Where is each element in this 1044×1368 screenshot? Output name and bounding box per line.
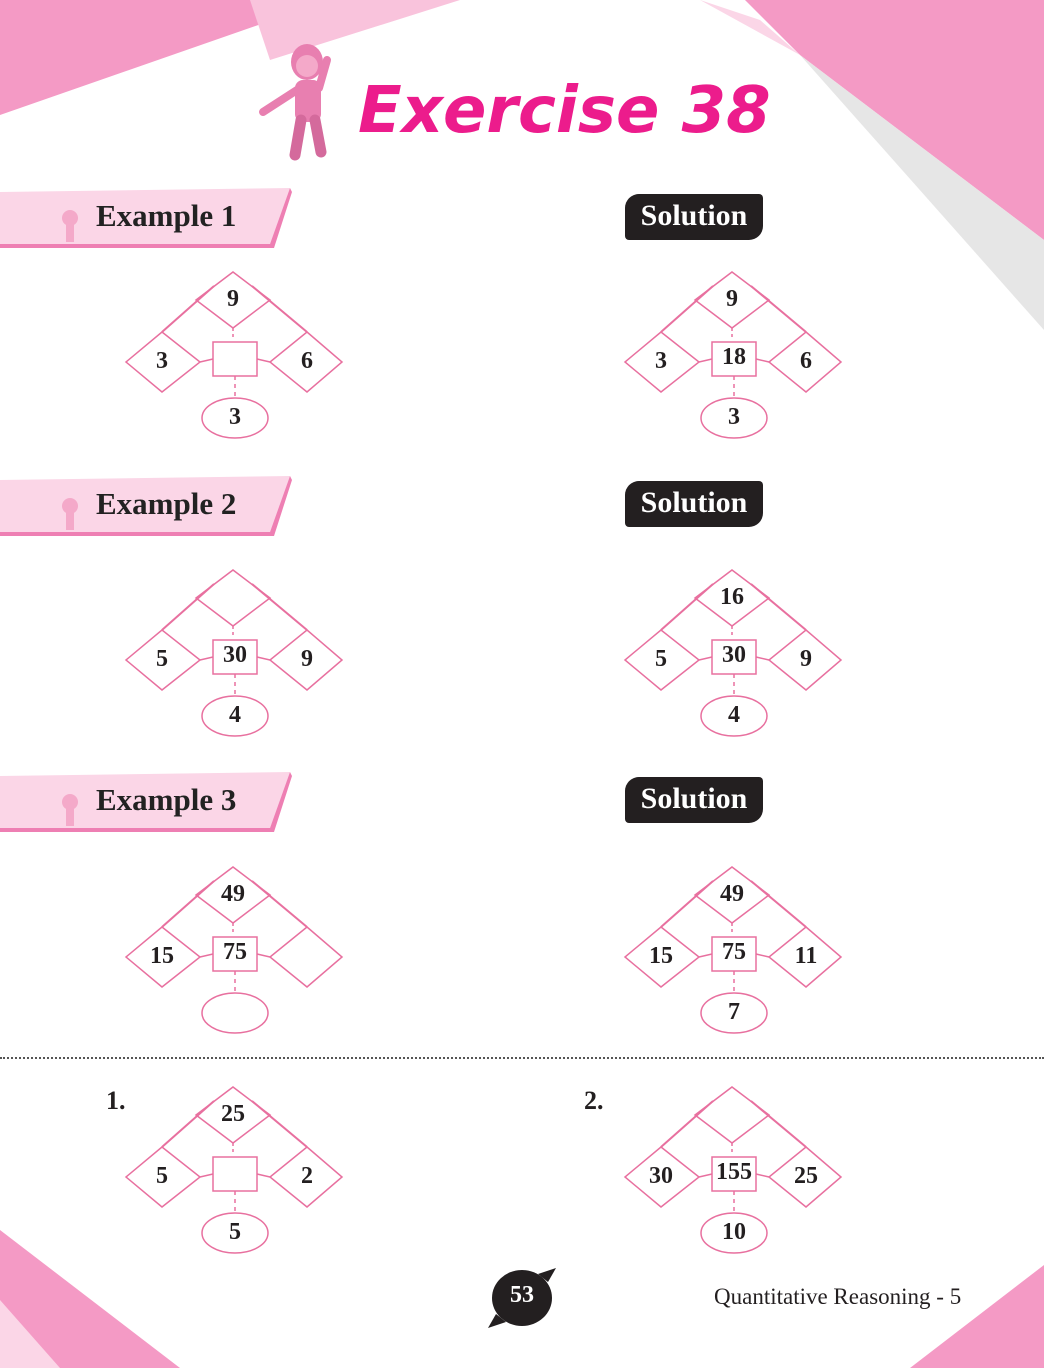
example-2-problem-diagram — [120, 568, 350, 748]
bottom-value: 4 — [728, 702, 740, 728]
solution-2-label: Solution — [625, 481, 763, 527]
solution-3-label: Solution — [625, 777, 763, 823]
example-1-label: Example 1 — [96, 198, 237, 233]
example-3-label: Example 3 — [96, 782, 237, 817]
right-value: 9 — [800, 646, 812, 672]
bottom-value: 3 — [728, 404, 740, 430]
top-value: 9 — [726, 286, 738, 312]
top-value: 49 — [720, 881, 744, 907]
top-value: 9 — [227, 286, 239, 312]
example-1-solution-diagram — [619, 270, 849, 450]
example-3-banner — [0, 772, 300, 834]
right-value: 11 — [794, 943, 818, 969]
left-value: 5 — [655, 646, 667, 672]
bottom-value: 3 — [229, 404, 241, 430]
center-value: 18 — [722, 344, 746, 370]
question-2-number: 2. — [584, 1086, 604, 1115]
left-value: 15 — [649, 943, 673, 969]
left-value: 3 — [655, 348, 667, 374]
section-divider — [0, 1057, 1044, 1059]
bottom-value: 4 — [229, 702, 241, 728]
book-title: Quantitative Reasoning - 5 — [714, 1284, 962, 1309]
question-1-number: 1. — [106, 1086, 126, 1115]
center-value: 30 — [223, 642, 247, 668]
example-1-problem-diagram — [120, 270, 350, 450]
center-value: 30 — [722, 642, 746, 668]
page-number-badge — [488, 1268, 556, 1328]
right-value: 6 — [800, 348, 812, 374]
center-value: 155 — [716, 1159, 752, 1185]
left-value: 3 — [156, 348, 168, 374]
example-2-banner — [0, 476, 300, 538]
bottom-value: 7 — [728, 999, 740, 1025]
example-1-banner — [0, 188, 300, 250]
right-value: 25 — [794, 1163, 818, 1189]
top-value: 49 — [221, 881, 245, 907]
example-2-label: Example 2 — [96, 486, 237, 521]
right-value: 2 — [301, 1163, 313, 1189]
page-title: Exercise 38 — [358, 74, 771, 148]
question-1-diagram — [120, 1085, 350, 1265]
page-number: 53 — [510, 1282, 534, 1308]
left-value: 5 — [156, 1163, 168, 1189]
question-2-diagram — [619, 1085, 849, 1265]
example-2-solution-diagram — [619, 568, 849, 748]
right-value: 9 — [301, 646, 313, 672]
left-value: 5 — [156, 646, 168, 672]
right-value: 6 — [301, 348, 313, 374]
left-value: 15 — [150, 943, 174, 969]
top-value: 25 — [221, 1101, 245, 1127]
left-value: 30 — [649, 1163, 673, 1189]
mascot-character-icon — [255, 40, 355, 165]
bottom-value: 5 — [229, 1219, 241, 1245]
top-value: 16 — [720, 584, 744, 610]
center-value: 75 — [722, 939, 746, 965]
solution-1-label: Solution — [625, 194, 763, 240]
example-3-problem-diagram — [120, 865, 350, 1045]
example-3-solution-diagram — [619, 865, 849, 1045]
bottom-value: 10 — [722, 1219, 746, 1245]
center-value: 75 — [223, 939, 247, 965]
